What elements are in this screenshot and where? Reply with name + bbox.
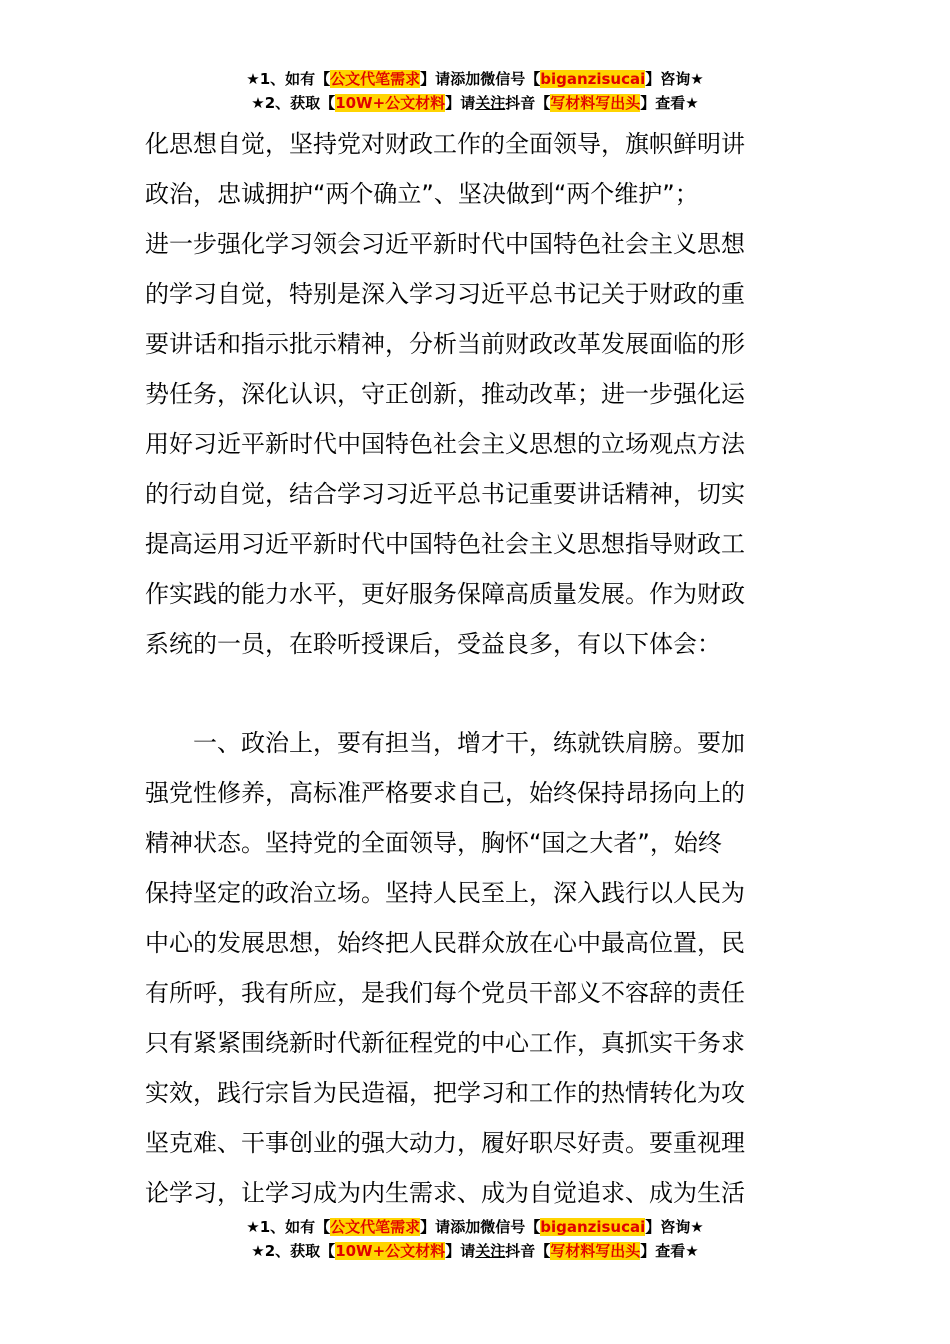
banner-emphasis: 关注 [475, 1242, 506, 1260]
banner-emphasis: 添加 [450, 70, 481, 88]
text-line: 政治，忠诚拥护“两个确立”、坚决做到“两个维护”； [145, 180, 699, 208]
text-line: 强党性修养，高标准严格要求自己，始终保持昂扬向上的 [145, 779, 745, 807]
paragraph-2 [145, 718, 807, 1218]
banner-highlight: 10W+公文材料 [335, 94, 446, 112]
banner-highlight: biganzisucai [540, 1218, 646, 1236]
banner-highlight: 写材料写出头 [550, 94, 641, 112]
banner-emphasis: 关注 [475, 94, 506, 112]
banner-highlight: 写材料写出头 [550, 1242, 641, 1260]
banner-line-2 [0, 92, 950, 116]
banner-line-1 [0, 1216, 950, 1240]
banner-emphasis: 添加 [450, 1218, 481, 1236]
banner-text: 】请 [420, 70, 451, 88]
text-line: 的学习自觉，特别是深入学习习近平总书记关于财政的重 [145, 280, 745, 308]
text-line: 作实践的能力水平，更好服务保障高质量发展。作为财政 [145, 580, 745, 608]
text-line: 保持坚定的政治立场。坚持人民至上，深入践行以人民为 [145, 879, 745, 907]
banner-highlight: 公文代笔需求 [330, 1218, 421, 1236]
banner-text: 】请 [445, 1242, 476, 1260]
text-line: 只有紧紧围绕新时代新征程党的中心工作，真抓实干务求 [145, 1029, 745, 1057]
text-line: 中心的发展思想，始终把人民群众放在心中最高位置，民 [145, 929, 745, 957]
text-line: 有所呼，我有所应，是我们每个党员干部义不容辞的责任 [145, 979, 745, 1007]
banner-text: 微信号【 [480, 1218, 541, 1236]
banner-line-2 [0, 1240, 950, 1264]
banner-text: 抖音【 [505, 94, 551, 112]
banner-highlight: 公文代笔需求 [330, 70, 421, 88]
banner-text: 抖音【 [505, 1242, 551, 1260]
text-line: 实效，践行宗旨为民造福，把学习和工作的热情转化为攻 [145, 1079, 745, 1107]
paragraph-1 [145, 119, 807, 669]
banner-text: 微信号【 [480, 70, 541, 88]
text-line: 要讲话和指示批示精神，分析当前财政改革发展面临的形 [145, 330, 745, 358]
banner-text: 】查看★ [640, 1242, 699, 1260]
text-line: 的行动自觉，结合学习习近平总书记重要讲话精神，切实 [145, 480, 745, 508]
text-line: 进一步强化学习领会习近平新时代中国特色社会主义思想 [145, 230, 745, 258]
banner-text: 】咨询★ [645, 1218, 704, 1236]
text-line: 势任务，深化认识，守正创新，推动改革；进一步强化运 [145, 380, 745, 408]
text-line: 论学习，让学习成为内生需求、成为自觉追求、成为生活 [145, 1179, 745, 1207]
banner-text: ★2、获取【 [251, 94, 336, 112]
text-line: 精神状态。坚持党的全面领导，胸怀“国之大者”，始终 [145, 829, 722, 857]
text-line: 用好习近平新时代中国特色社会主义思想的立场观点方法 [145, 430, 745, 458]
text-line: 系统的一员，在聆听授课后，受益良多，有以下体会： [145, 630, 721, 658]
banner-text: ★1、如有【 [246, 70, 331, 88]
text-line: 坚克难、干事创业的强大动力，履好职尽好责。要重视理 [145, 1129, 745, 1157]
footer-banner [0, 1216, 950, 1264]
header-banner [0, 68, 950, 116]
banner-highlight: 10W+公文材料 [335, 1242, 446, 1260]
banner-highlight: biganzisucai [540, 70, 646, 88]
banner-text: ★1、如有【 [246, 1218, 331, 1236]
banner-text: ★2、获取【 [251, 1242, 336, 1260]
banner-text: 】咨询★ [645, 70, 704, 88]
banner-line-1 [0, 68, 950, 92]
text-line: 化思想自觉，坚持党对财政工作的全面领导，旗帜鲜明讲 [145, 130, 745, 158]
text-line: 一、政治上，要有担当，增才干，练就铁肩膀。要加 [145, 729, 745, 757]
banner-text: 】请 [420, 1218, 451, 1236]
banner-text: 】查看★ [640, 94, 699, 112]
banner-text: 】请 [445, 94, 476, 112]
text-line: 提高运用习近平新时代中国特色社会主义思想指导财政工 [145, 530, 745, 558]
